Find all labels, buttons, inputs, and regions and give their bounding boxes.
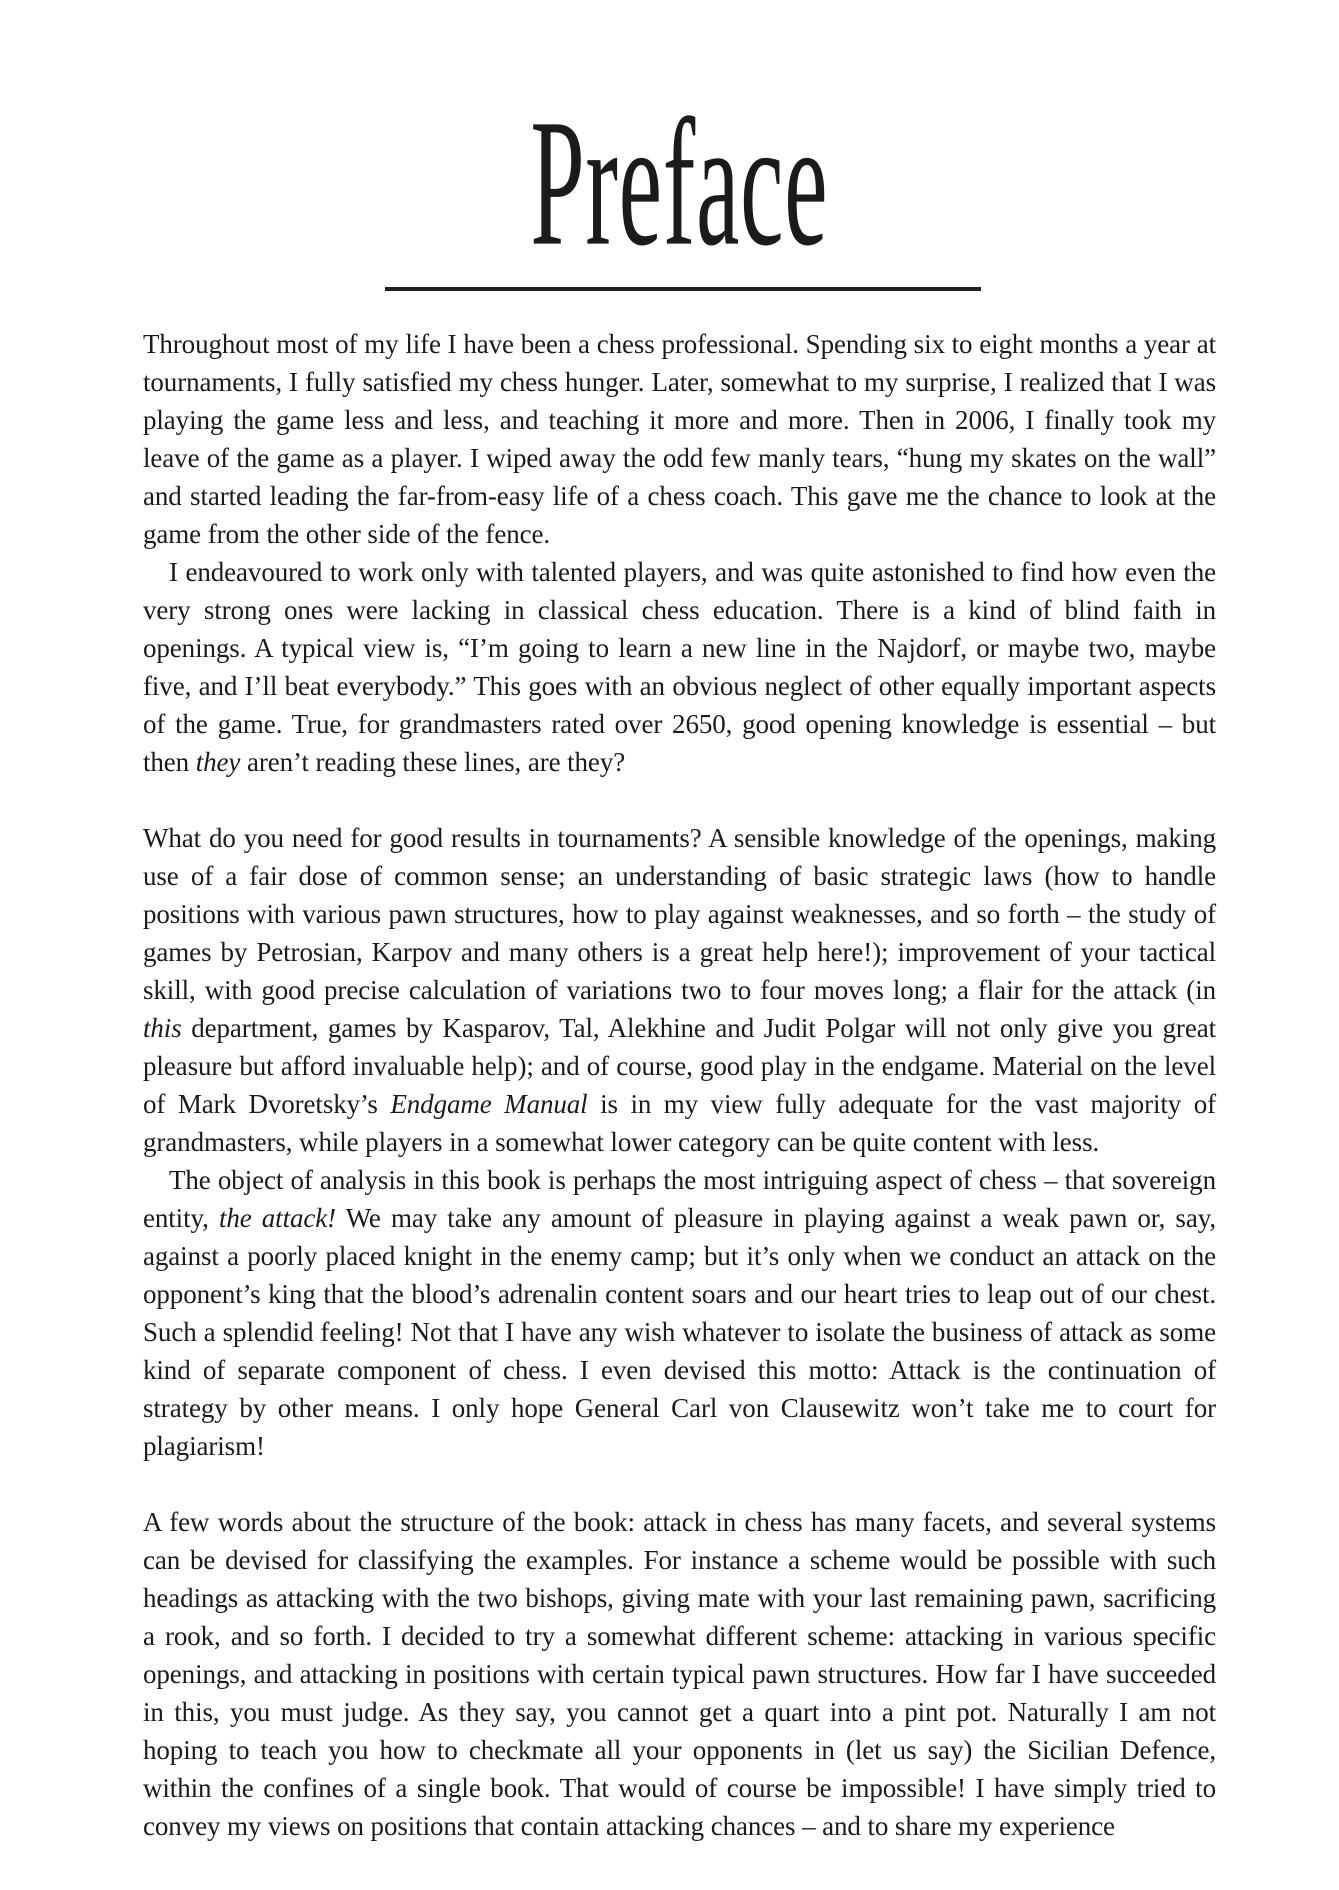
- text-run: I endeavoured to work only with talented players, and was quite astonished to find how even the very strong ones were lacking in classical chess education. There is a kind of blind faith in openings. A typical view is, “I’m going to learn a new line in the Najdorf, or maybe two, maybe five, and I’ll beat everybody.” This goes with an obvious neglect of other equally important aspects of the game. True, for grandmasters rated over 2650, good opening knowledge is essential – but then: [143, 557, 1216, 777]
- text-run: department, games by Kasparov, Tal, Alekhine and Judit Polgar will not only give you great pleasure but afford invaluable help); and of course, good play in the endgame. Material on the level of Mark Dvoretsky’s: [143, 1013, 1216, 1119]
- paragraph: [143, 819, 1216, 1161]
- italic-run: the attack!: [218, 1203, 337, 1233]
- title-block: [143, 78, 1216, 284]
- text-run: We may take any amount of pleasure in playing against a weak pawn or, say, against a poorly placed knight in the enemy camp; but it’s only when we conduct an attack on the opponent’s king that the blood’s adrenalin content soars and our heart tries to leap out of our chest. Such a splendid feeling! Not that I have any wish whatever to isolate the business of attack as some kind of separate component of chess. I even devised this motto: Attack is the continuation of strategy by other means. I only hope General Carl von Clausewitz won’t take me to court for plagiarism!: [143, 1203, 1217, 1461]
- italic-run: this: [143, 1013, 182, 1043]
- paragraph: [143, 553, 1216, 781]
- text-run: A few words about the structure of the book: attack in chess has many facets, and several systems can be devised for classifying the examples. For instance a scheme would be possible with such headings as attacking with the two bishops, giving mate with your last remaining pawn, sacrificing a rook, and so forth. I decided to try a somewhat different scheme: attacking in various specific openings, and attacking in positions with certain typical pawn structures. How far I have succeeded in this, you must judge. As they say, you cannot get a quart into a pint pot. Naturally I am not hoping to teach you how to checkmate all your opponents in (let us say) the Sicilian Defence, within the confines of a single book. That would of course be impossible! I have simply tried to convey my views on positions that contain attacking chances – and to share my experience: [143, 1507, 1216, 1841]
- text-run: What do you need for good results in tournaments? A sensible knowledge of the openings, making use of a fair dose of common sense; an understanding of basic strategic laws (how to handle positions with various pawn structures, how to play against weaknesses, and so forth – the study of games by Petrosian, Karpov and many others is a great help here!); improvement of your tactical skill, with good precise calculation of variations two to four moves long; a flair for the attack (in: [143, 823, 1216, 1005]
- text-run: is in my view fully adequate for the vast majority of grandmasters, while players in a somewhat lower category can be quite content with less.: [143, 1089, 1216, 1157]
- paragraph: [143, 325, 1216, 553]
- italic-run: they: [195, 747, 241, 777]
- title-rule: [385, 287, 981, 291]
- text-run: Throughout most of my life I have been a chess professional. Spending six to eight months a year at tournaments, I fully satisfied my chess hunger. Later, somewhat to my surprise, I realized that I was playing the game less and less, and teaching it more and more. Then in 2006, I finally took my leave of the game as a player. I wiped away the odd few manly tears, “hung my skates on the wall” and started leading the far-from-easy life of a chess coach. This gave me the chance to look at the game from the other side of the fence.: [143, 329, 1216, 549]
- preface-text: [143, 325, 1216, 1845]
- paragraph: [143, 1503, 1216, 1845]
- paragraph: [143, 1161, 1216, 1465]
- text-run: aren’t reading these lines, are they?: [240, 747, 626, 777]
- page-title: Preface: [530, 80, 829, 284]
- text-run: The object of analysis in this book is perhaps the most intriguing aspect of chess – that sovereign entity,: [143, 1165, 1216, 1233]
- italic-run: Endgame Manual: [390, 1089, 588, 1119]
